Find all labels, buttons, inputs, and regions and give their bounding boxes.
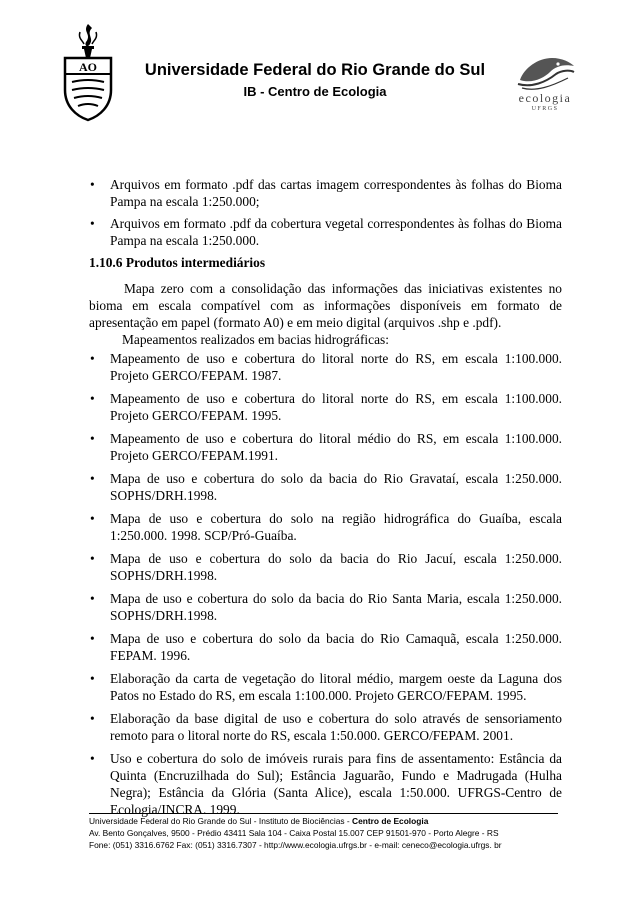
deliverables-list — [89, 176, 562, 249]
section-intro: Mapeamentos realizados em bacias hidrográficas: — [122, 332, 389, 347]
list-item: • Uso e cobertura do solo de imóveis rurais para fins de assentamento: Estância da Quinta (Encruzilhada do Sul); Estância Jaguarão, Fundo e Madrugada (Hulha Negra); Estância da Glória (Santa Alice), escala 1:50.000. UFRGS-Centro de Ecologia/INCRA. 1999. — [89, 750, 562, 818]
list-item: • Elaboração da base digital de uso e cobertura do solo através de sensoriamento remoto para o litoral norte do RS, escala 1:50.000. GERCO/FEPAM. 2001. — [89, 710, 562, 744]
crest-letters: AO — [79, 60, 97, 74]
list-item: • Mapa de uso e cobertura do solo da bacia do Rio Santa Maria, escala 1:250.000. SOPHS/DRH.1998. — [89, 590, 562, 624]
list-item: • Arquivos em formato .pdf das cartas imagem correspondentes às folhas do Bioma Pampa na escala 1:250.000; — [89, 176, 562, 210]
list-item: • Elaboração da carta de vegetação do litoral médio, margem oeste da Laguna dos Patos no Estado do RS, em escala 1:100.000. Projeto GERCO/FEPAM. 1995. — [89, 670, 562, 704]
list-item: • Mapa de uso e cobertura do solo da bacia do Rio Camaquã, escala 1:250.000. FEPAM. 1996. — [89, 630, 562, 664]
list-item: • Mapeamento de uso e cobertura do litoral norte do RS, em escala 1:100.000. Projeto GERCO/FEPAM. 1987. — [89, 350, 562, 384]
footer-institution: Universidade Federal do Rio Grande do Sul - Instituto de Biociências - — [89, 816, 353, 826]
mapping-list — [89, 350, 562, 818]
list-item: • Arquivos em formato .pdf da cobertura vegetal correspondentes às folhas do Bioma Pampa na escala 1:250.000. — [89, 215, 562, 249]
footer-center-name: Centro de Ecologia — [352, 816, 429, 826]
footer-line-1 — [89, 815, 569, 827]
section-paragraph: Mapa zero com a consolidação das informações das iniciativas existentes no bioma em escala compatível com as informações disponíveis em formato de apresentação em papel (formato A0) e em meio digital (arquivos .shp e .pdf). — [89, 281, 562, 330]
list-item: • Mapa de uso e cobertura do solo na região hidrográfica do Guaíba, escala 1:250.000. 1998. SCP/Pró-Guaíba. — [89, 510, 562, 544]
list-item: • Mapeamento de uso e cobertura do litoral médio do RS, em escala 1:100.000. Projeto GERCO/FEPAM.1991. — [89, 430, 562, 464]
page-footer — [89, 815, 569, 851]
list-item: • Mapa de uso e cobertura do solo da bacia do Rio Jacuí, escala 1:250.000. SOPHS/DRH.1998. — [89, 550, 562, 584]
university-title: Universidade Federal do Rio Grande do Sul — [144, 61, 486, 79]
list-item: • Mapa de uso e cobertura do solo da bacia do Rio Gravataí, escala 1:250.000. SOPHS/DRH.1998. — [89, 470, 562, 504]
ecologia-logo-subtext: UFRGS — [531, 106, 559, 112]
list-item: • Mapeamento de uso e cobertura do litoral norte do RS, em escala 1:100.000. Projeto GERCO/FEPAM. 1995. — [89, 390, 562, 424]
document-body — [89, 176, 562, 824]
section-heading: 1.10.6 Produtos intermediários — [89, 255, 266, 270]
footer-divider — [89, 813, 558, 814]
footer-address: Av. Bento Gonçalves, 9500 - Prédio 43411 Sala 104 - Caixa Postal 15.007 CEP 91501-970 - Porto Alegre - RS — [89, 828, 499, 838]
ufrgs-crest-icon — [62, 22, 114, 122]
footer-contact: Fone: (051) 3316.6762 Fax: (051) 3316.7307 - http://www.ecologia.ufrgs.br - e-mail: ceneco@ecologia.ufrgs. br — [89, 840, 502, 850]
institute-subtitle: IB - Centro de Ecologia — [243, 84, 387, 99]
ecologia-logo-text: ecologia — [518, 91, 572, 105]
